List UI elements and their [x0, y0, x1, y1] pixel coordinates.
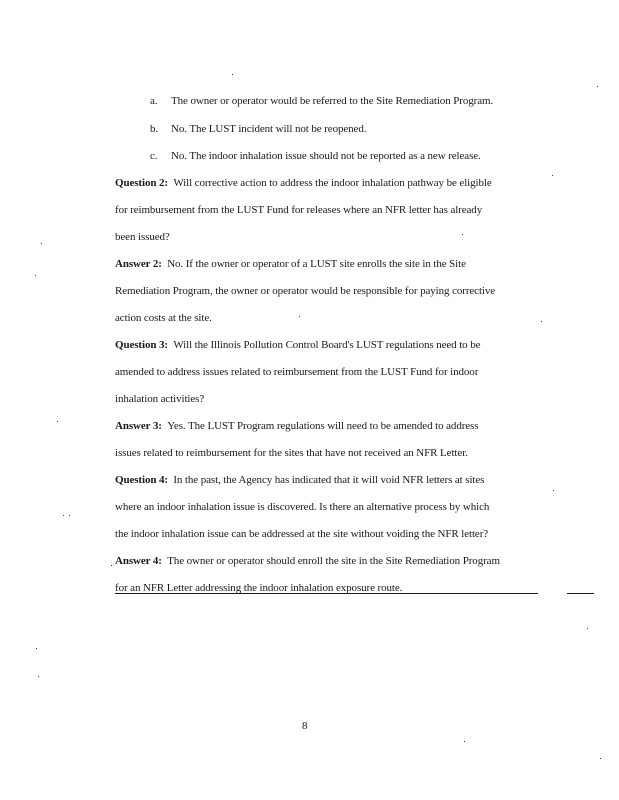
scan-speck	[299, 316, 300, 317]
scan-speck	[552, 175, 553, 176]
option-c	[150, 149, 481, 163]
option-letter: b.	[150, 123, 159, 135]
option-letter: c.	[150, 150, 158, 162]
page-number: 8	[302, 720, 308, 732]
question-3-text: Will the Illinois Pollution Control Board's LUST regulations need to be	[173, 339, 481, 351]
question-2-line-2: for reimbursement from the LUST Fund for releases where an NFR letter has already	[115, 204, 483, 216]
scan-speck	[69, 515, 70, 516]
question-2-line-3: been issued?	[115, 231, 170, 243]
scan-speck	[36, 648, 37, 649]
option-text: The owner or operator would be referred to the Site Remediation Program.	[171, 95, 494, 107]
question-2-label: Question 2:	[115, 177, 168, 189]
scan-speck	[553, 490, 554, 491]
answer-2-line-2: Remediation Program, the owner or operator would be responsible for paying corrective	[115, 285, 496, 297]
question-3-line-1	[115, 338, 480, 352]
scan-speck	[232, 74, 233, 75]
answer-2-line-3: action costs at the site.	[115, 312, 212, 324]
scan-speck	[38, 676, 39, 677]
answer-4-label: Answer 4:	[115, 555, 162, 567]
question-3-label: Question 3:	[115, 339, 168, 351]
answer-3-line-1	[115, 419, 478, 433]
answer-2-line-1	[115, 257, 466, 271]
margin-rule	[567, 593, 594, 594]
question-4-line-2: where an indoor inhalation issue is discovered. Is there an alternative process by which	[115, 501, 490, 513]
scan-speck	[541, 321, 542, 322]
question-3-line-3: inhalation activities?	[115, 393, 205, 405]
scan-speck	[63, 515, 64, 516]
scan-speck	[587, 628, 588, 629]
option-b	[150, 122, 366, 136]
option-text: No. The LUST incident will not be reopened.	[171, 123, 367, 135]
scan-speck	[35, 275, 36, 276]
question-2-text: Will corrective action to address the indoor inhalation pathway be eligible	[173, 177, 492, 189]
option-letter: a.	[150, 95, 158, 107]
question-3-line-2: amended to address issues related to reimbursement from the LUST Fund for indoor	[115, 366, 479, 378]
scan-speck	[41, 243, 42, 244]
option-text: No. The indoor inhalation issue should not be reported as a new release.	[171, 150, 481, 162]
question-4-text: In the past, the Agency has indicated that it will void NFR letters at sites	[173, 474, 485, 486]
scan-speck	[111, 565, 112, 566]
scan-speck	[600, 758, 601, 759]
scan-speck	[462, 234, 463, 235]
answer-3-text: Yes. The LUST Program regulations will need to be amended to address	[167, 420, 479, 432]
question-4-label: Question 4:	[115, 474, 168, 486]
answer-4-text: The owner or operator should enroll the site in the Site Remediation Program	[167, 555, 500, 567]
question-4-line-3: the indoor inhalation issue can be addressed at the site without voiding the NFR letter?	[115, 528, 489, 540]
answer-3-label: Answer 3:	[115, 420, 162, 432]
option-a	[150, 94, 493, 108]
question-2-line-1	[115, 176, 492, 190]
scan-speck	[464, 741, 465, 742]
scan-speck	[597, 86, 598, 87]
answer-2-text: No. If the owner or operator of a LUST site enrolls the site in the Site	[167, 258, 466, 270]
question-4-line-1	[115, 473, 484, 487]
answer-2-label: Answer 2:	[115, 258, 162, 270]
answer-4-line-2: for an NFR Letter addressing the indoor inhalation exposure route.	[115, 582, 403, 594]
text-underline-rule	[115, 593, 538, 594]
answer-4-line-1	[115, 554, 500, 568]
scan-speck	[57, 421, 58, 422]
answer-3-line-2: issues related to reimbursement for the sites that have not received an NFR Letter.	[115, 447, 468, 459]
